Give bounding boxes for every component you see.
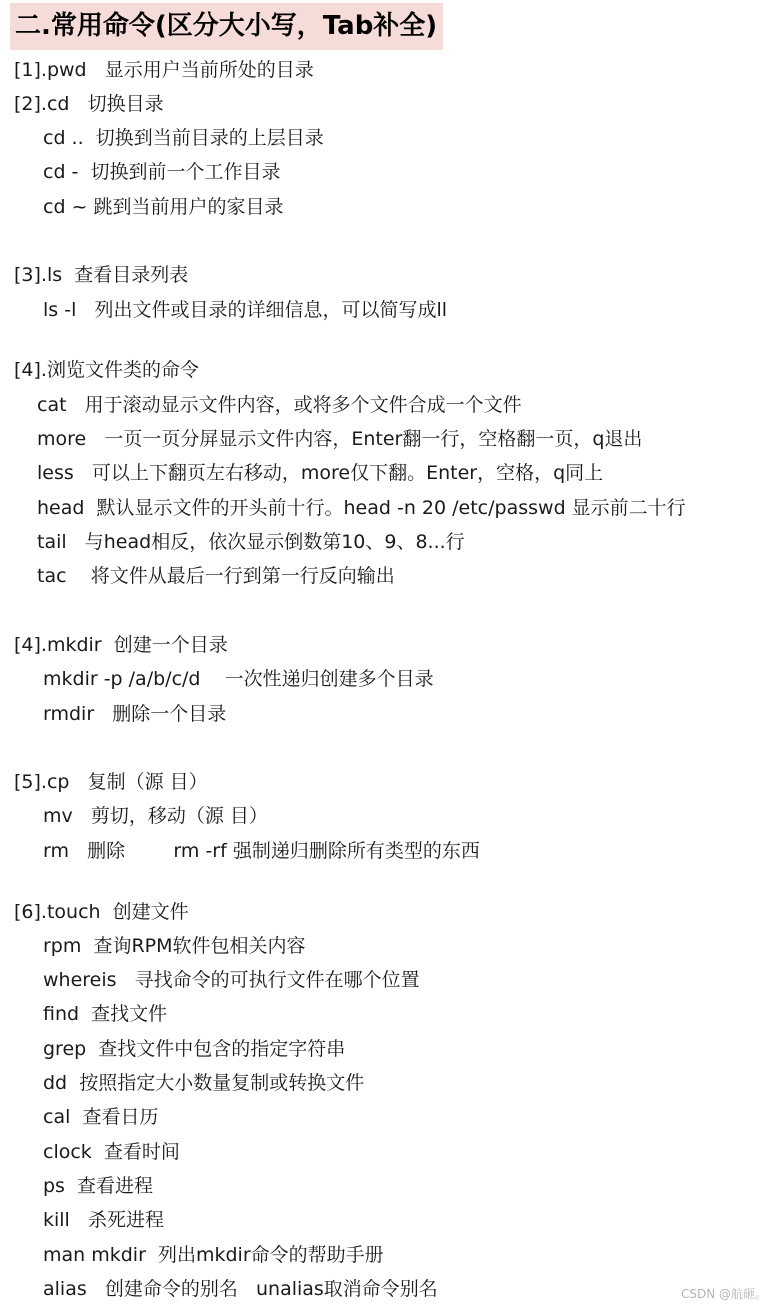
command-line: cd .. 切换到当前目录的上层目录 (43, 127, 324, 149)
command-line: rmdir 删除一个目录 (43, 703, 227, 725)
command-line: head 默认显示文件的开头前十行。head -n 20 /etc/passwd 显示前二十行 (37, 497, 686, 519)
section-heading-touch: [6].touch 创建文件 (14, 901, 189, 923)
command-line: alias 创建命令的别名 unalias取消命令别名 (43, 1278, 438, 1300)
command-line: cd - 切换到前一个工作目录 (43, 161, 281, 183)
command-line: cd ~ 跳到当前用户的家目录 (43, 196, 284, 218)
command-line: rpm 查询RPM软件包相关内容 (43, 935, 306, 957)
command-line: cal 查看日历 (43, 1106, 159, 1128)
command-line: ls -l 列出文件或目录的详细信息，可以简写成ll (43, 299, 448, 321)
section-title: 二.常用命令(区分大小写，Tab补全) (10, 3, 443, 50)
command-line: more 一页一页分屏显示文件内容，Enter翻一行，空格翻一页，q退出 (37, 428, 643, 450)
command-line: tac 将文件从最后一行到第一行反向输出 (37, 565, 395, 587)
command-line: mkdir -p /a/b/c/d 一次性递归创建多个目录 (43, 668, 434, 690)
section-heading-browse: [4].浏览文件类的命令 (14, 359, 199, 381)
command-line: mv 剪切，移动（源 目） (43, 805, 268, 827)
section-heading-pwd: [1].pwd 显示用户当前所处的目录 (14, 59, 314, 81)
command-line: rm 删除 rm -rf 强制递归删除所有类型的东西 (43, 840, 480, 862)
command-line: cat 用于滚动显示文件内容，或将多个文件合成一个文件 (37, 394, 522, 416)
command-line: man mkdir 列出mkdir命令的帮助手册 (43, 1244, 384, 1266)
command-line: less 可以上下翻页左右移动，more仅下翻。Enter，空格，q同上 (37, 462, 604, 484)
command-line: ps 查看进程 (43, 1175, 154, 1197)
command-line: whereis 寻找命令的可执行文件在哪个位置 (43, 969, 420, 991)
command-line: tail 与head相反，依次显示倒数第10、9、8...行 (37, 531, 465, 553)
command-line: clock 查看时间 (43, 1141, 180, 1163)
section-heading-cd: [2].cd 切换目录 (14, 93, 164, 115)
command-line: grep 查找文件中包含的指定字符串 (43, 1038, 346, 1060)
section-heading-ls: [3].ls 查看目录列表 (14, 264, 189, 286)
section-heading-cp: [5].cp 复制（源 目） (14, 771, 208, 793)
section-heading-mkdir: [4].mkdir 创建一个目录 (14, 634, 228, 656)
watermark: CSDN @航砸。 (680, 1287, 767, 1301)
command-line: kill 杀死进程 (43, 1209, 164, 1231)
command-line: find 查找文件 (43, 1003, 168, 1025)
command-line: dd 按照指定大小数量复制或转换文件 (43, 1072, 365, 1094)
